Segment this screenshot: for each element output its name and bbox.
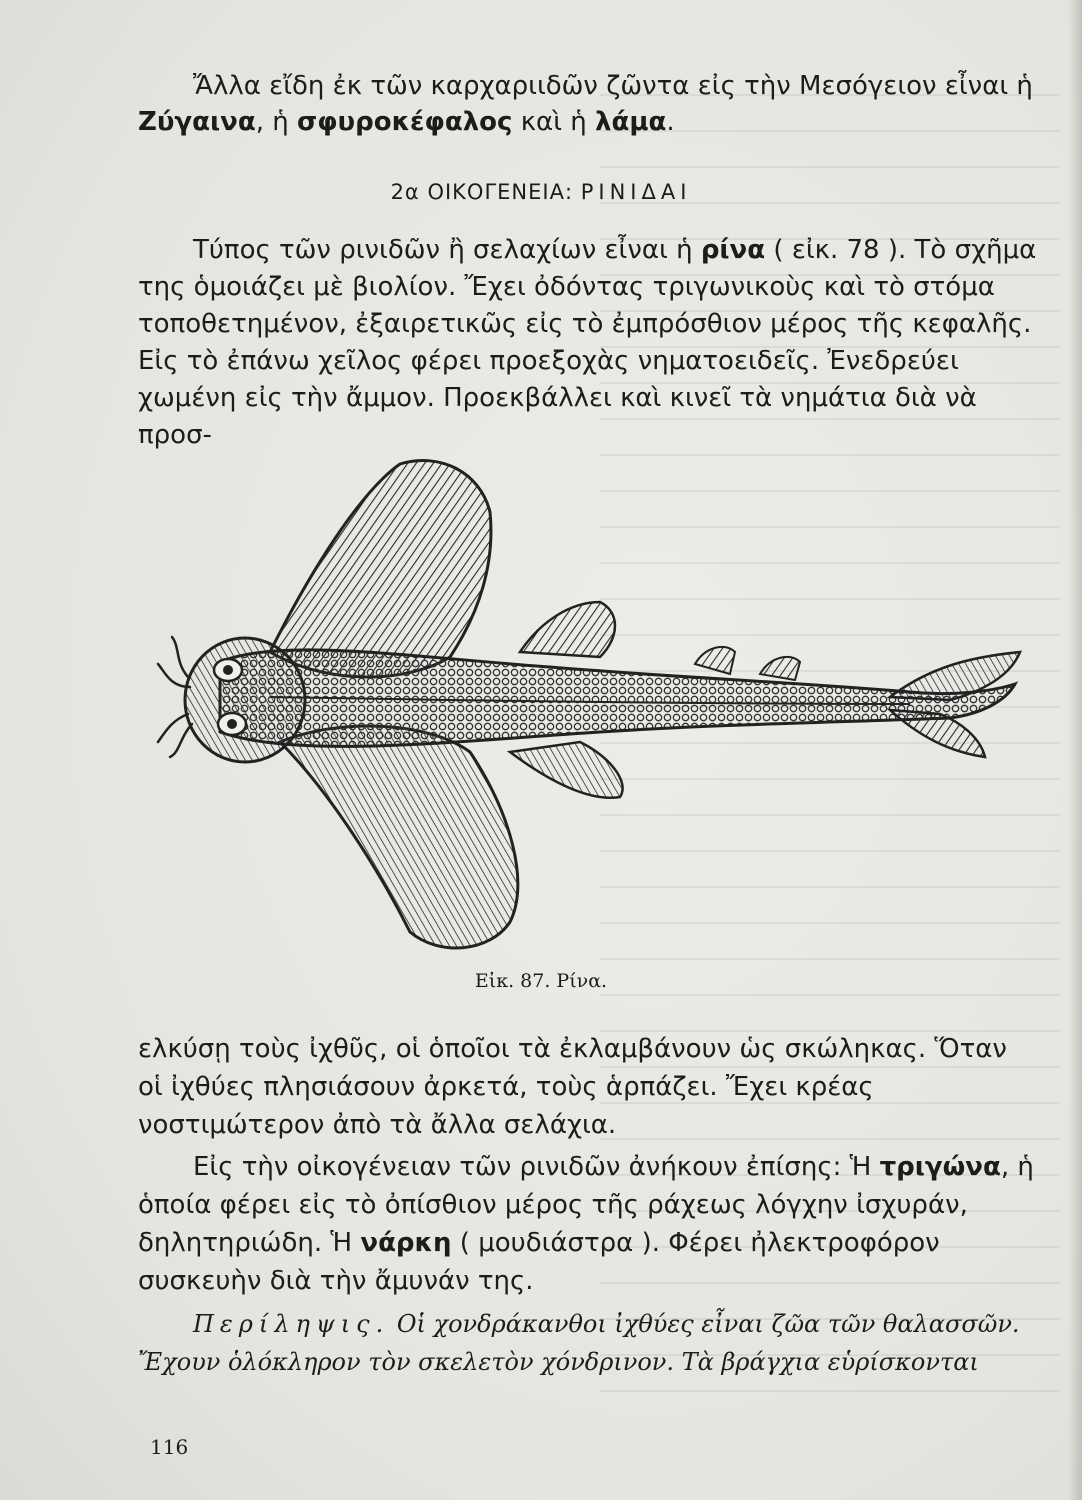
intro-line1: Ἄλλα εἴδη ἐκ τῶν καρχαριιδῶν ζῶντα εἰς τὴν Μεσόγειον εἶναι (193, 71, 1009, 101)
term-narki: νάρκη (360, 1228, 452, 1258)
term-trigona: τριγώνα (879, 1152, 1001, 1182)
paragraph-text: ελκύσῃ τοὺς ἰχθῦς, οἱ ὁποῖοι τὰ ἐκλαμβάνουν ὡς σκώληκας. Ὅταν οἱ ἰχθύες πλησιάσουν ἀρκετά, τοὺς ἁρπάζει. Ἔχει κρέας νοστιμώτερον ἀπὸ τὰ ἄλλα σελάχια. (138, 1034, 1007, 1140)
rina-fish-illustration (150, 452, 1030, 962)
figure-caption-text: Εἰκ. 87. Ρίνα. (474, 970, 608, 992)
intro-paragraph (138, 68, 1038, 140)
figure-caption (0, 970, 1082, 992)
summary-text: Οἱ χονδράκανθοι ἰχθύες εἶναι ζῶα τῶν θαλασσῶν. Ἔχουν ὁλόκληρον τὸν σκελετὸν χόνδρινον. Τὰ βράγχια εὑρίσκονται (138, 1310, 1020, 1376)
paragraph-text: Εἰς τὴν οἰκογένειαν τῶν ρινιδῶν ἀνήκουν ἐπίσης: Ἡ (193, 1152, 880, 1182)
page-number: 116 (150, 1435, 189, 1459)
paragraph-text: Τύπος τῶν ρινιδῶν ἢ σελαχίων εἶναι ἡ (193, 235, 701, 265)
section-heading (0, 180, 1082, 204)
paragraph-text: , ἡ ὁποία φέρει εἰς τὸ ὀπίσθιον μέρος τῆς ράχεως λόγχην ἰσχυράν, δηλητηριώδη. Ἡ (138, 1152, 1034, 1258)
summary-label: Περίληψις. (193, 1310, 390, 1338)
species-sfyrokefalos: σφυροκέφαλος (296, 107, 513, 137)
paragraph-rina (138, 232, 1038, 454)
paragraph-text: ( μουδιάστρα ). Φέρει ἠλεκτροφόρον συσκευὴν διὰ τὴν ἄμυνάν της. (138, 1228, 940, 1296)
intro-text: καὶ ἡ (512, 107, 596, 137)
paragraph-text: ( εἰκ. 78 ). Τὸ σχῆμα της ὁμοιάζει μὲ βιολίον. Ἔχει ὀδόντας τριγωνικοὺς καὶ τὸ στόμα τοποθετημένον, ἐξαιρετικῶς εἰς τὸ ἐμπρόσθιον μέρος τῆς κεφαλῆς. Εἰς τὸ ἐπάνω χεῖλος φέρει προεξοχὰς νηματοειδεῖς. Ἐνεδρεύει χωμένη εἰς τὴν ἄμμον. Προεκβάλλει καὶ κινεῖ τὰ νημάτια διὰ νὰ προσ- (138, 235, 1037, 450)
paragraph-family-members (138, 1148, 1038, 1300)
intro-text: . (666, 107, 675, 137)
intro-text: , ἡ (255, 107, 297, 137)
species-lama: λάμα (595, 107, 667, 137)
intro-text: ἡ (1016, 71, 1033, 101)
page-edge-shadow (1068, 0, 1082, 1500)
term-rina: ρίνα (700, 235, 766, 265)
family-name: ΡΙΝΙΔΑΙ (580, 180, 692, 204)
species-zygaina: Ζύγαινα (138, 107, 256, 137)
paragraph-continuation (138, 1030, 1038, 1144)
summary-paragraph (138, 1305, 1038, 1381)
section-number: 2α ΟΙΚΟΓΕΝΕΙΑ: (390, 180, 574, 204)
